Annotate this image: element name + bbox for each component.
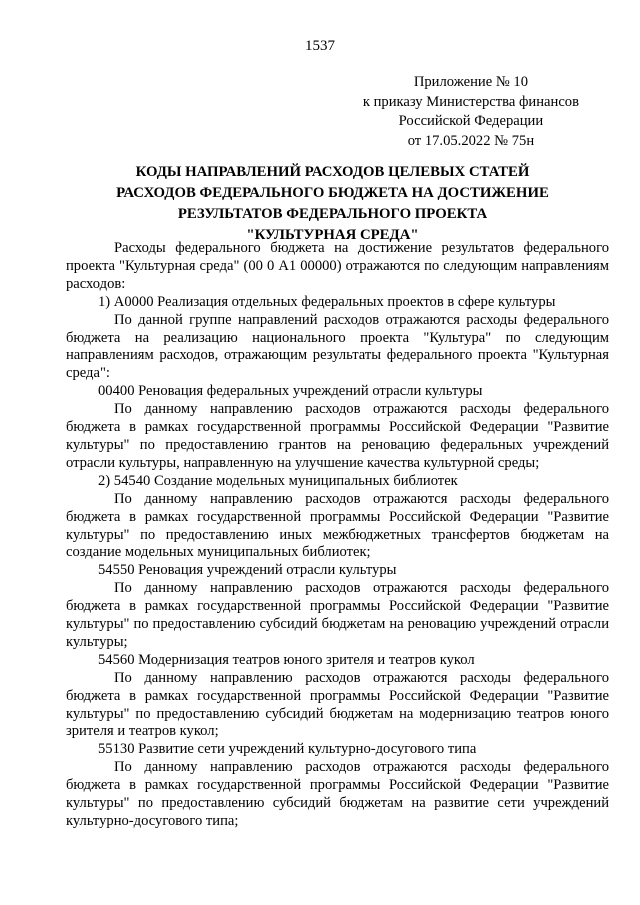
expense-code-heading: 54560 Модернизация театров юного зрителя и театров кукол — [98, 651, 475, 668]
page-number: 1537 — [305, 38, 335, 54]
expense-code-heading: 55130 Развитие сети учреждений культурно-досугового типа — [98, 741, 477, 758]
appendix-line: от 17.05.2022 № 75н — [407, 132, 535, 149]
expense-code-heading: 00400 Реновация федеральных учреждений отрасли культуры — [98, 383, 483, 400]
body-paragraph: По данному направлению расходов отражаются расходы федерального бюджета в рамках государственной программы Российской Федерации "Развитие культуры" по предоставлению субсидий бюджетам на развитие сети учреждений культурно-досугового типа; — [66, 759, 609, 829]
expense-code-heading: 54550 Реновация учреждений отрасли культуры — [98, 562, 397, 579]
appendix-line: Приложение № 10 — [413, 74, 528, 90]
title-line: РЕЗУЛЬТАТОВ ФЕДЕРАЛЬНОГО ПРОЕКТА — [177, 206, 488, 222]
body-paragraph: По данному направлению расходов отражаются расходы федерального бюджета в рамках государственной программы Российской Федерации "Развитие культуры" по предоставлению субсидий бюджетам на реновацию учреждений отрасли культуры; — [66, 580, 609, 650]
body-paragraph: Расходы федерального бюджета на достижение результатов федерального проекта "Культурная среда" (00 0 А1 00000) отражаются по следующим направлениям расходов: — [66, 240, 609, 292]
appendix-line: к приказу Министерства финансов — [362, 93, 579, 110]
body-paragraph: По данному направлению расходов отражаются расходы федерального бюджета в рамках государственной программы Российской Федерации "Развитие культуры" по предоставлению субсидий бюджетам на модернизацию театров юного зрителя и театров кукол; — [66, 669, 609, 740]
document-body — [66, 240, 609, 831]
title-line: КОДЫ НАПРАВЛЕНИЙ РАСХОДОВ ЦЕЛЕВЫХ СТАТЕЙ — [135, 164, 530, 180]
document-title — [60, 162, 605, 246]
body-paragraph: По данному направлению расходов отражаются расходы федерального бюджета в рамках государственной программы Российской Федерации "Развитие культуры" по предоставлению грантов на реновацию федеральных учреждений отрасли культуры, направленную на улучшение качества культурной среды; — [66, 401, 609, 471]
body-paragraph: По данному направлению расходов отражаются расходы федерального бюджета в рамках государственной программы Российской Федерации "Развитие культуры" по предоставлению иных межбюджетных трансфертов бюджетам на создание модельных муниципальных библиотек; — [66, 490, 609, 561]
appendix-line: Российской Федерации — [398, 113, 544, 129]
expense-code-heading: 2) 54540 Создание модельных муниципальных библиотек — [98, 472, 458, 489]
expense-code-heading: 1) А0000 Реализация отдельных федеральных проектов в сфере культуры — [98, 293, 556, 310]
title-line: "КУЛЬТУРНАЯ СРЕДА" — [246, 227, 419, 243]
appendix-header — [363, 73, 579, 151]
body-paragraph: По данной группе направлений расходов отражаются расходы федерального бюджета на реализацию национального проекта "Культура" по следующим направлениям расходов, отражающим результаты федерального проекта "Культурная среда": — [66, 311, 609, 382]
title-line: РАСХОДОВ ФЕДЕРАЛЬНОГО БЮДЖЕТА НА ДОСТИЖЕНИЕ — [116, 185, 549, 201]
